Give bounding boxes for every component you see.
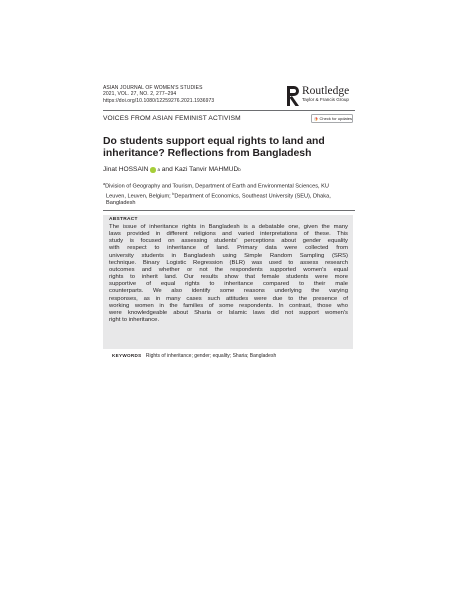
publisher-name: Routledge — [302, 85, 350, 97]
affiliation-text: Leuven, Leuven, Belgium; — [106, 193, 171, 199]
abstract-line: supportive of equal rights to inheritance compared to their male — [109, 281, 348, 288]
title-line: inheritance? Reflections from Bangladesh — [103, 148, 312, 160]
abstract-line: university students in Bangladesh using Simple Random Sampling (SRS) — [109, 252, 348, 259]
abstract-line: study is focused on assessing students' perceptions about gender equality — [109, 238, 348, 245]
abstract-line: laws provided in different religions and varied interpretations of these. This — [109, 231, 348, 238]
affiliation-text: Bangladesh — [106, 200, 136, 206]
author-connector: and — [161, 166, 173, 173]
abstract-line: responses, as in many cases such attitudes were due to the presence of — [109, 295, 348, 302]
routledge-r-logo-icon — [287, 86, 299, 106]
abstract-line: counterparts. We also identify some reasons underlying the varying — [109, 288, 348, 295]
affiliation-text: Division of Geography and Tourism, Department of Earth and Environmental Sciences, KU — [105, 183, 329, 190]
keywords-label: KEYWORDS — [112, 353, 142, 358]
author-affil-marker: b — [238, 167, 241, 172]
keywords — [112, 353, 276, 359]
title-line: Do students support equal rights to land and — [103, 136, 325, 147]
abstract-line: rights to inherit land. Our results show that female students were more — [109, 274, 348, 281]
abstract-line: The issue of inheritance rights in Bangladesh is a debatable one, given the many — [109, 224, 348, 230]
author-affil-marker: a — [157, 167, 160, 172]
affiliation-text: Department of Economics, Southeast University (SEU), Dhaka, — [174, 193, 331, 199]
author-name[interactable]: Kazi Tanvir MAHMUD — [174, 166, 239, 173]
header-divider — [103, 110, 355, 111]
publisher-brand — [287, 85, 349, 106]
affiliations — [103, 181, 363, 207]
orcid-icon[interactable] — [150, 167, 156, 173]
journal-doi-link[interactable]: https://doi.org/10.1080/12259276.2021.1936973 — [103, 97, 215, 104]
journal-info — [103, 85, 214, 104]
abstract-box — [103, 215, 353, 349]
affil-marker: a — [103, 182, 106, 186]
affil-marker: b — [172, 191, 175, 196]
abstract-line: right to inheritance. — [109, 317, 160, 324]
abstract-divider — [103, 210, 355, 211]
abstract-line: working women in the families of some respondents. In contrast, those who — [109, 302, 348, 309]
abstract-line: were knowledgeable about Sharia or Islamic laws did not support women's — [109, 309, 348, 316]
abstract-line: technique. Binary Logistic Regression (BLR) was used to assess research — [109, 259, 348, 266]
journal-volume: 2021, VOL. 27, NO. 2, 277–294 — [103, 91, 177, 98]
section-heading: VOICES FROM ASIAN FEMINIST ACTIVISM — [103, 115, 241, 122]
check-for-updates-button[interactable] — [311, 114, 353, 123]
crossmark-icon — [314, 116, 318, 122]
author-list — [103, 166, 241, 174]
keywords-text: Rights of inheritance; gender; equality; Sharia; Bangladesh — [145, 353, 277, 359]
article-title — [103, 136, 363, 161]
abstract-text — [109, 224, 348, 324]
publisher-group: Taylor & Francis Group — [302, 97, 349, 102]
abstract-line: outcomes and whether or not the respondents supported women's equal — [109, 266, 348, 273]
author-name[interactable]: Jinat HOSSAIN — [103, 166, 149, 173]
check-for-updates-label: Check for updates — [319, 116, 352, 121]
abstract-line: with respect to inheritance of land. Primary data were collected from — [109, 245, 348, 252]
journal-name: ASIAN JOURNAL OF WOMEN'S STUDIES — [103, 85, 203, 91]
abstract-label: ABSTRACT — [109, 217, 138, 222]
